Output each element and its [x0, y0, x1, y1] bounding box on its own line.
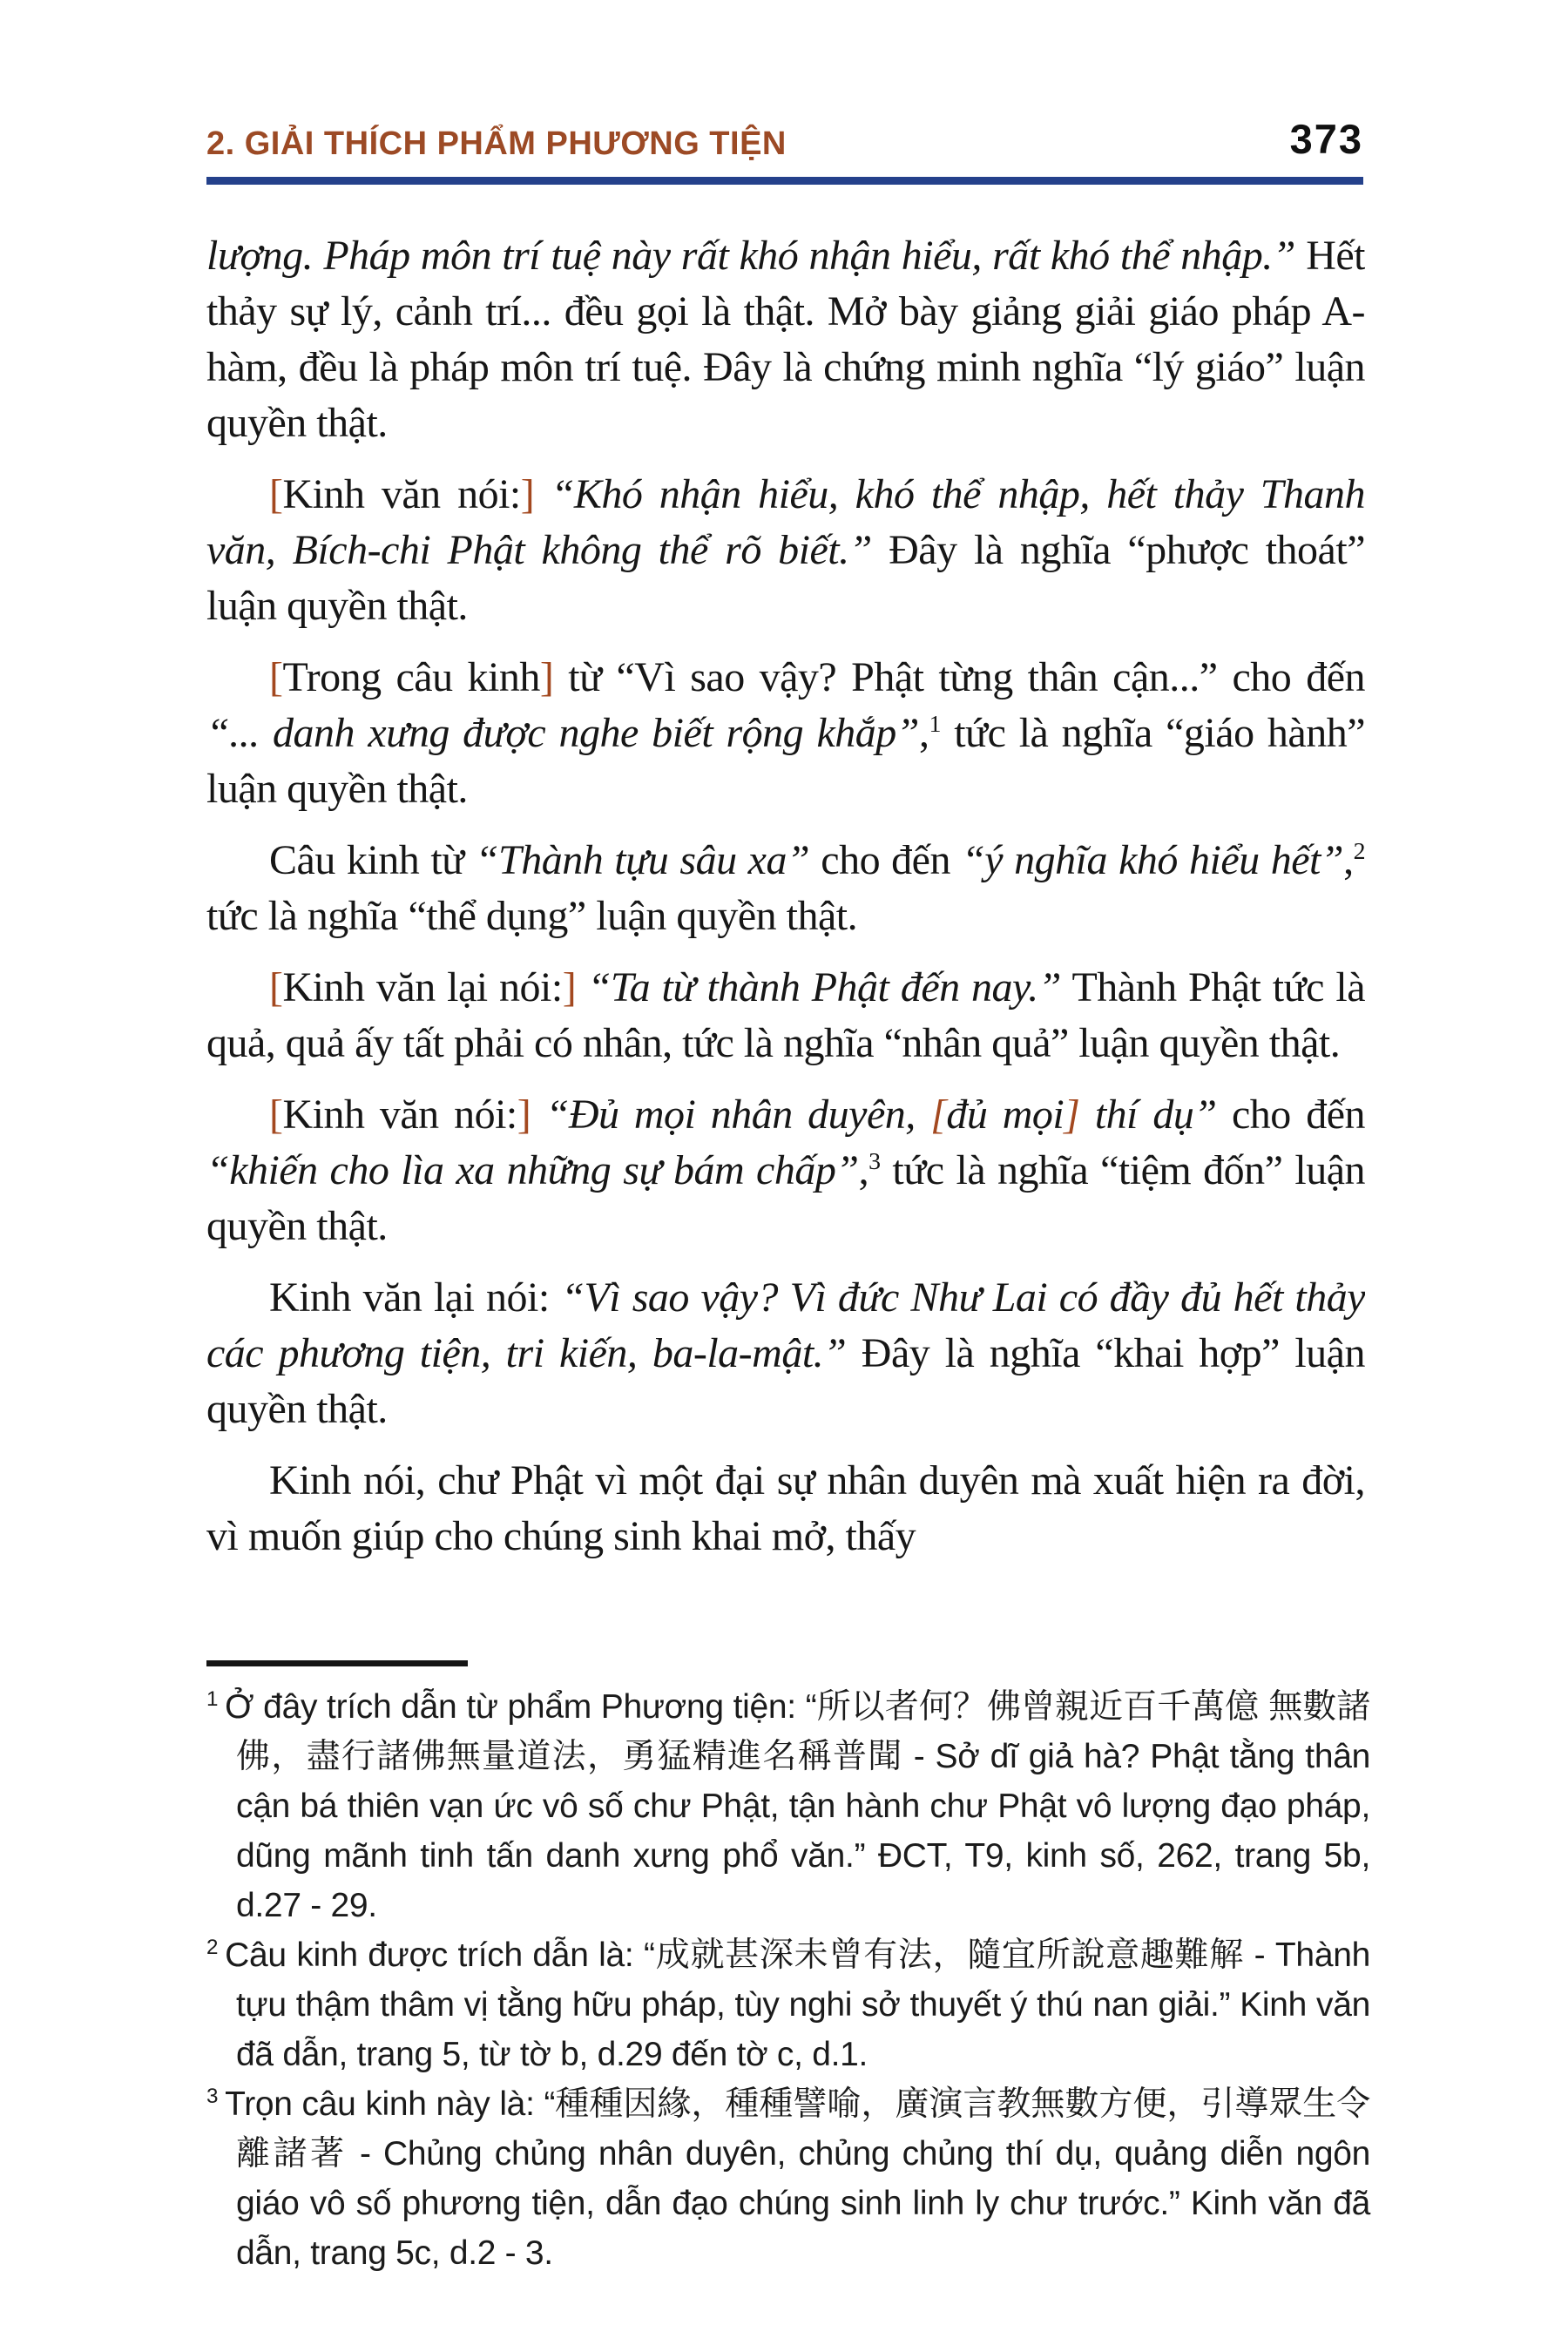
footnote-block: [206, 1660, 1370, 2278]
footnote: [206, 2079, 1370, 2278]
body-paragraph: Kinh văn lại nói: “Vì sao vậy? Vì đức Như Lai có đầy đủ hết thảy các phương tiện, tri kiến, ba-la-mật.” Đây là nghĩa “khai hợp” luận quyền thật.: [206, 1274, 1365, 1432]
footnote-marker: 3: [206, 2085, 219, 2108]
section-title: 2. GIẢI THÍCH PHẨM PHƯƠNG TIỆN: [206, 125, 787, 162]
footnote-marker: 2: [206, 1936, 219, 1959]
footnote: [206, 1930, 1370, 2079]
page-number: 373: [1289, 116, 1363, 162]
footnote-text: Trọn câu kinh này là: “種種因緣，種種譬喻，廣演言教無數方便，引導眾生令離諸著 - Chủng chủng nhân duyên, chủng chủng thí dụ, quảng diễn ngôn giáo vô số phương tiện, dẫn đạo chúng sinh linh ly chư trước.” Kinh văn đã dẫn, trang 5c, d.2 - 3.: [225, 2085, 1370, 2272]
footnote-text: Ở đây trích dẫn từ phẩm Phương tiện: “所以者何？佛曾親近百千萬億 無數諸佛，盡行諸佛無量道法，勇猛精進名稱普聞 - Sở dĩ giả hà? Phật tằng thân cận bá thiên vạn ức vô số chư Phật, tận hành chư Phật vô lượng đạo pháp, dũng mãnh tinh tấn danh xưng phổ văn.” ĐCT, T9, kinh số, 262, trang 5b, d.27 - 29.: [225, 1688, 1370, 1924]
footnote-marker: 1: [206, 1687, 219, 1711]
running-header: [206, 115, 1363, 185]
body-paragraph: lượng. Pháp môn trí tuệ này rất khó nhận hiểu, rất khó thể nhập.” Hết thảy sự lý, cảnh trí... đều gọi là thật. Mở bày giảng giải giáo pháp A-hàm, đều là pháp môn trí tuệ. Đây là chứng minh nghĩa “lý giáo” luận quyền thật.: [206, 233, 1365, 446]
body-paragraph: Câu kinh từ “Thành tựu sâu xa” cho đến “ý nghĩa khó hiểu hết”,$^2$ tức là nghĩa “thể dụng” luận quyền thật.: [206, 837, 1365, 939]
body-paragraph: Kinh nói, chư Phật vì một đại sự nhân duyên mà xuất hiện ra đời, vì muốn giúp cho chúng sinh khai mở, thấy: [206, 1457, 1365, 1559]
body-paragraph: [Kinh văn lại nói:] “Ta từ thành Phật đến nay.” Thành Phật tức là quả, quả ấy tất phải có nhân, tức là nghĩa “nhân quả” luận quyền thật.: [206, 964, 1365, 1066]
body-paragraph: [Kinh văn nói:] “Đủ mọi nhân duyên, [đủ mọi] thí dụ” cho đến “khiến cho lìa xa những sự bám chấp”,$^3$ tức là nghĩa “tiệm đốn” luận quyền thật.: [206, 1092, 1365, 1249]
footnote: [206, 1682, 1370, 1930]
footnote-divider: [206, 1660, 468, 1666]
body-paragraph: [Trong câu kinh] từ “Vì sao vậy? Phật từng thân cận...” cho đến “... danh xưng được nghe biết rộng khắp”,$^1$ tức là nghĩa “giáo hành” luận quyền thật.: [206, 654, 1365, 812]
body-paragraph: [Kinh văn nói:] “Khó nhận hiểu, khó thể nhập, hết thảy Thanh văn, Bích-chi Phật không thể rõ biết.” Đây là nghĩa “phược thoát” luận quyền thật.: [206, 471, 1365, 629]
body-text: [206, 228, 1365, 1664]
footnote-text: Câu kinh được trích dẫn là: “成就甚深未曾有法，隨宜所說意趣難解 - Thành tựu thậm thâm vị tằng hữu pháp, tùy nghi sở thuyết ý thú nan giải.” Kinh văn đã dẫn, trang 5, từ tờ b, d.29 đến tờ c, d.1.: [225, 1936, 1370, 2073]
